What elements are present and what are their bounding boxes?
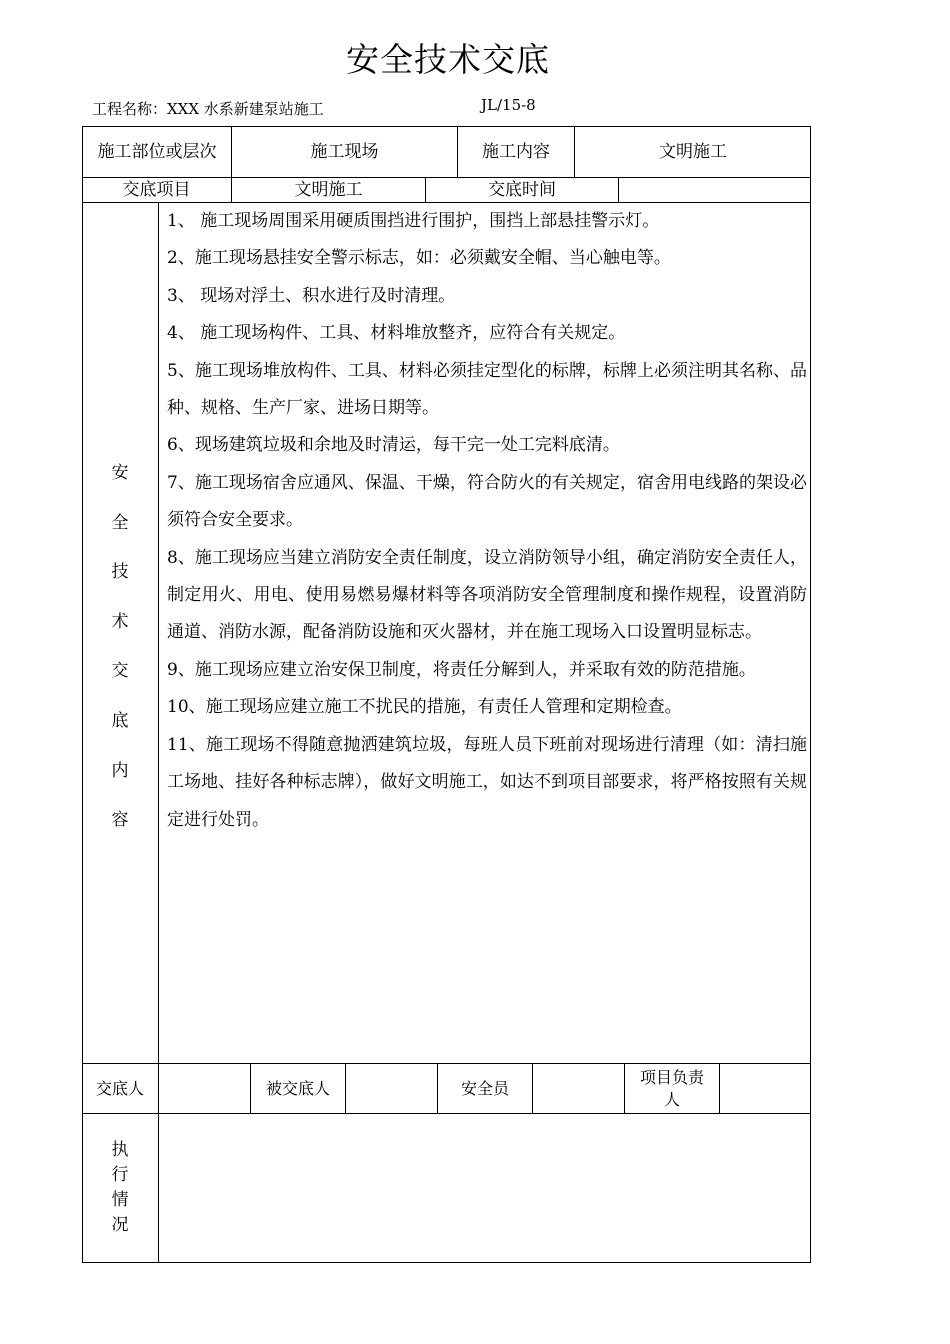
content-item: 7、施工现场宿舍应通风、保温、干燥，符合防火的有关规定，宿舍用电线路的架设必须符合安全要求。	[167, 472, 807, 531]
document-code: JL/15-8	[481, 96, 536, 114]
location-value: 施工现场	[310, 141, 379, 162]
item-label: 交底项目	[122, 180, 191, 200]
section-label-char: 技	[111, 562, 129, 583]
recipient-label: 被交底人	[265, 1078, 330, 1098]
execution-label-char: 况	[111, 1215, 129, 1235]
section-label-char: 术	[111, 611, 129, 632]
content-item: 5、施工现场堆放构件、工具、材料必须挂定型化的标牌，标牌上必须注明其名称、品种、规格、生产厂家、进场日期等。	[167, 360, 807, 419]
item-value: 文明施工	[294, 180, 363, 200]
content-item: 8、施工现场应当建立消防安全责任制度，设立消防领导小组，确定消防安全责任人，制定用火、用电、使用易燃易爆材料等各项消防安全管理制度和操作规程，设置消防通道、消防水源，配备消防设施和灭火器材，并在施工现场入口设置明显标志。	[167, 547, 807, 643]
content-item: 6、现场建筑垃圾和余地及时清运，每干完一处工完料底清。	[167, 435, 620, 456]
content-label: 施工内容	[482, 141, 550, 162]
time-value	[619, 178, 811, 202]
section-label-char: 容	[111, 810, 129, 831]
safety-officer-signature	[533, 1064, 624, 1113]
execution-label-char: 情	[111, 1190, 129, 1210]
execution-label-char: 执	[111, 1140, 129, 1160]
section-label-char: 交	[111, 661, 129, 682]
column-divider	[624, 1063, 625, 1114]
content-item: 10、施工现场应建立施工不扰民的措施，有责任人管理和定期检查。	[167, 697, 682, 718]
project-lead-signature	[720, 1064, 811, 1113]
document-title: 安全技术交底	[346, 40, 550, 79]
content-item: 1、 施工现场周围采用硬质围挡进行围护，围挡上部悬挂警示灯。	[167, 211, 660, 231]
content-item: 4、 施工现场构件、工具、材料堆放整齐，应符合有关规定。	[167, 323, 626, 344]
safety-officer-label: 安全员	[460, 1078, 509, 1098]
project-lead-label: 项目负责人	[639, 1067, 704, 1109]
execution-label-char: 行	[111, 1165, 129, 1185]
project-name: 工程名称：XXX 水系新建泵站施工	[92, 100, 324, 118]
execution-label	[82, 1138, 158, 1238]
content-item: 9、施工现场应建立治安保卫制度，将责任分解到人，并采取有效的防范措施。	[167, 659, 756, 680]
content-value: 文明施工	[659, 141, 727, 162]
content-item: 11、施工现场不得随意抛洒建筑垃圾，每班人员下班前对现场进行清理（如：清扫施工场地、挂好各种标志牌），做好文明施工，如达不到项目部要求，将严格按照有关规定进行处罚。	[167, 734, 807, 830]
discloser-signature	[159, 1064, 250, 1113]
disclosure-content	[167, 203, 807, 839]
recipient-signature	[346, 1064, 437, 1113]
section-label-char: 安	[111, 463, 129, 483]
section-label	[82, 458, 158, 855]
section-label-char: 底	[111, 710, 129, 731]
section-label-char: 全	[111, 512, 129, 533]
section-label-char: 内	[111, 760, 129, 781]
column-divider	[158, 202, 159, 1064]
location-label: 施工部位或层次	[97, 141, 217, 162]
content-item: 2、施工现场悬挂安全警示标志，如：必须戴安全帽、当心触电等。	[167, 248, 671, 269]
content-item: 3、 现场对浮土、积水进行及时清理。	[167, 285, 456, 306]
time-label: 交底时间	[488, 180, 556, 200]
execution-notes	[159, 1114, 811, 1263]
discloser-label: 交底人	[95, 1078, 144, 1098]
